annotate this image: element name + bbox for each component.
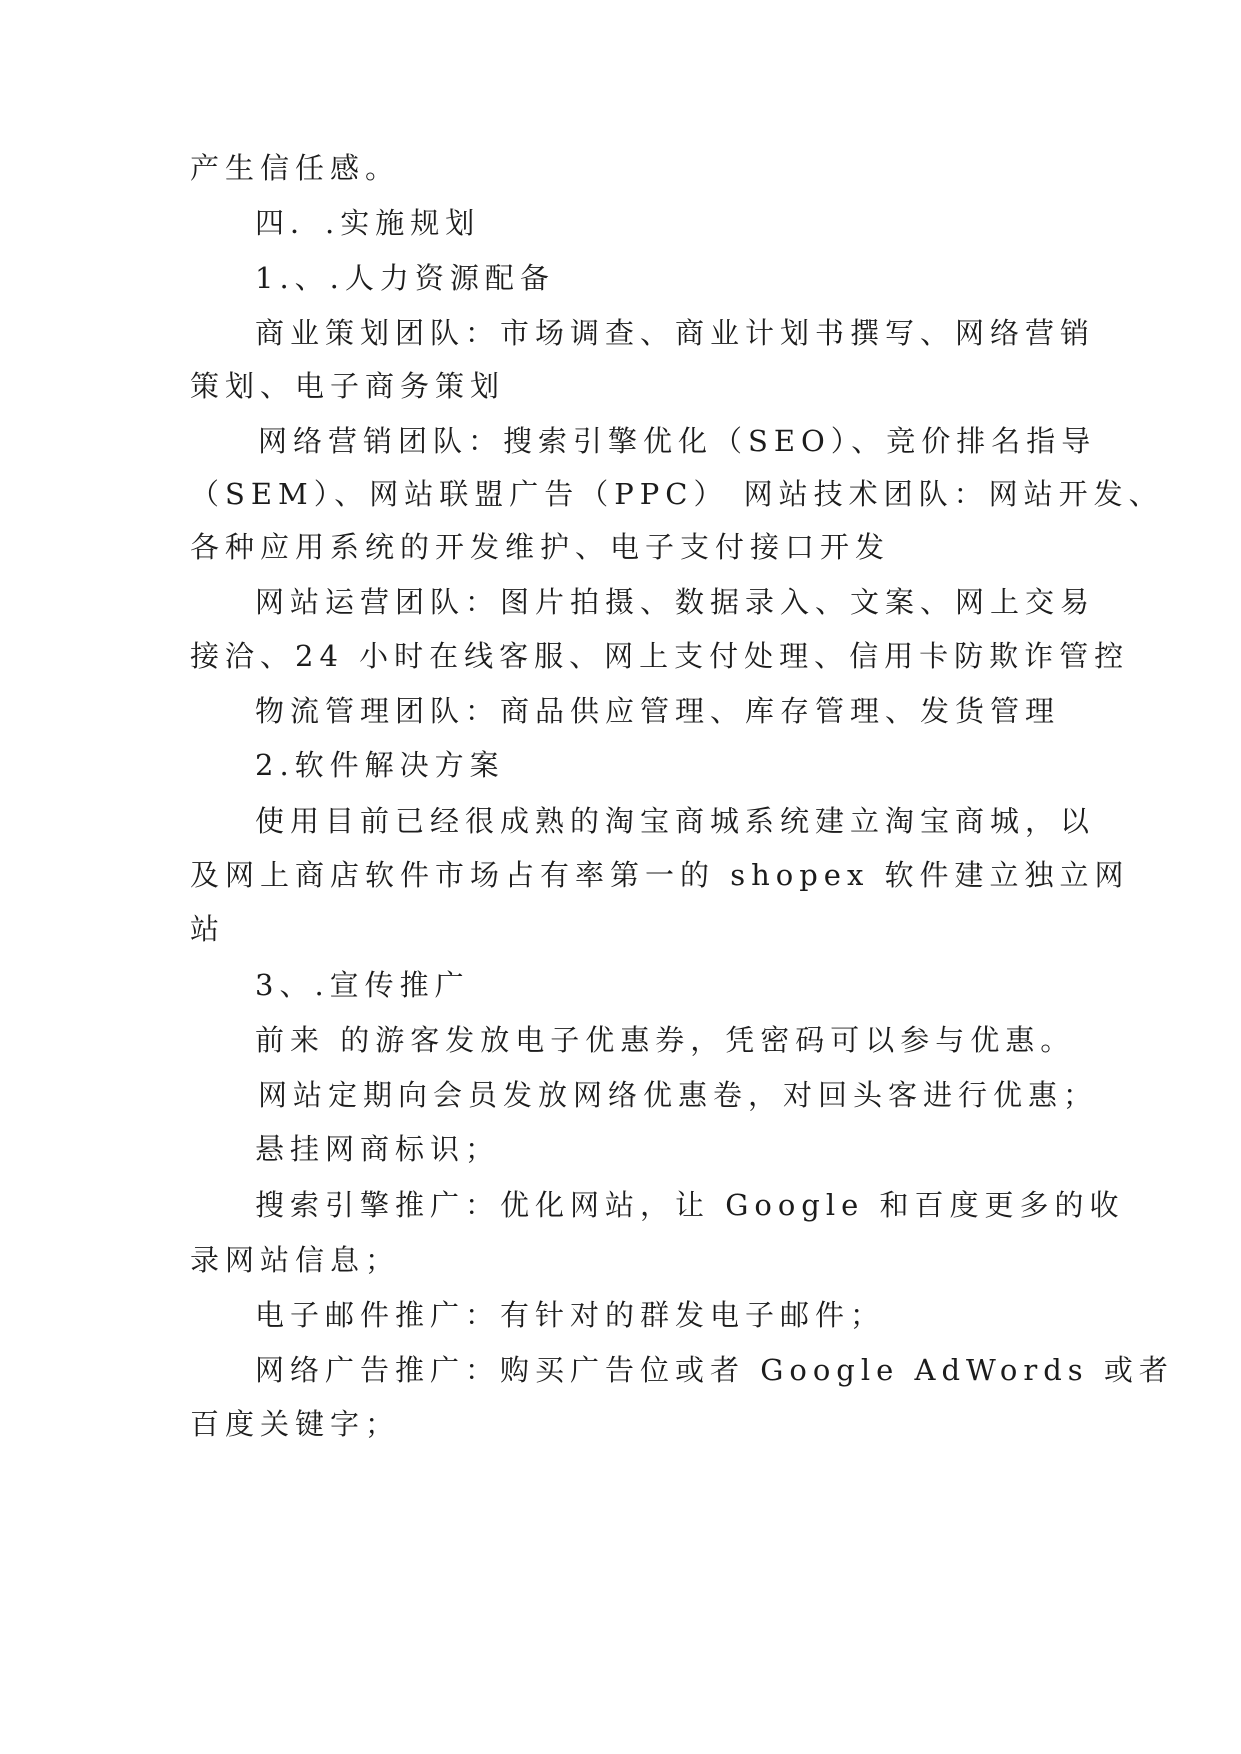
paragraph-line: 百度关键字； (190, 1407, 401, 1441)
paragraph-line: 网络营销团队：搜索引擎优化（SEO）、竞价排名指导 (258, 424, 1097, 458)
paragraph-line: 物流管理团队：商品供应管理、库存管理、发货管理 (255, 694, 1061, 728)
section-heading: 四．.实施规划 (255, 206, 481, 240)
paragraph-line: （SEM）、网站联盟广告（PPC） 网站技术团队：网站开发、 (190, 477, 1164, 511)
paragraph-line: 站 (190, 912, 226, 946)
paragraph-line: 策划、电子商务策划 (190, 369, 506, 403)
paragraph-line: 商业策划团队：市场调查、商业计划书撰写、网络营销 (255, 316, 1096, 350)
paragraph-line: 使用目前已经很成熟的淘宝商城系统建立淘宝商城，以 (255, 804, 1096, 838)
paragraph-line: 各种应用系统的开发维护、电子支付接口开发 (190, 530, 891, 564)
paragraph-line: 网站运营团队：图片拍摄、数据录入、文案、网上交易 (255, 585, 1096, 619)
subsection-heading: 3、.宣传推广 (255, 968, 470, 1002)
paragraph-line: 悬挂网商标识； (255, 1132, 501, 1166)
paragraph-line: 网站定期向会员发放网络优惠卷，对回头客进行优惠； (258, 1078, 1099, 1112)
paragraph-line: 产生信任感。 (190, 151, 401, 185)
paragraph-line: 接洽、24 小时在线客服、网上支付处理、信用卡防欺诈管控 (190, 639, 1130, 673)
paragraph-line: 搜索引擎推广：优化网站，让 Google 和百度更多的收 (255, 1188, 1125, 1222)
paragraph-line: 电子邮件推广：有针对的群发电子邮件； (255, 1298, 886, 1332)
paragraph-line: 及网上商店软件市场占有率第一的 shopex 软件建立独立网 (190, 858, 1130, 892)
paragraph-line: 前来 的游客发放电子优惠券，凭密码可以参与优惠。 (255, 1023, 1076, 1057)
subsection-heading: 2.软件解决方案 (255, 748, 505, 782)
subsection-heading: 1.、.人力资源配备 (255, 261, 555, 295)
paragraph-line: 网络广告推广：购买广告位或者 Google AdWords 或者 (255, 1353, 1174, 1387)
paragraph-line: 录网站信息； (190, 1243, 401, 1277)
